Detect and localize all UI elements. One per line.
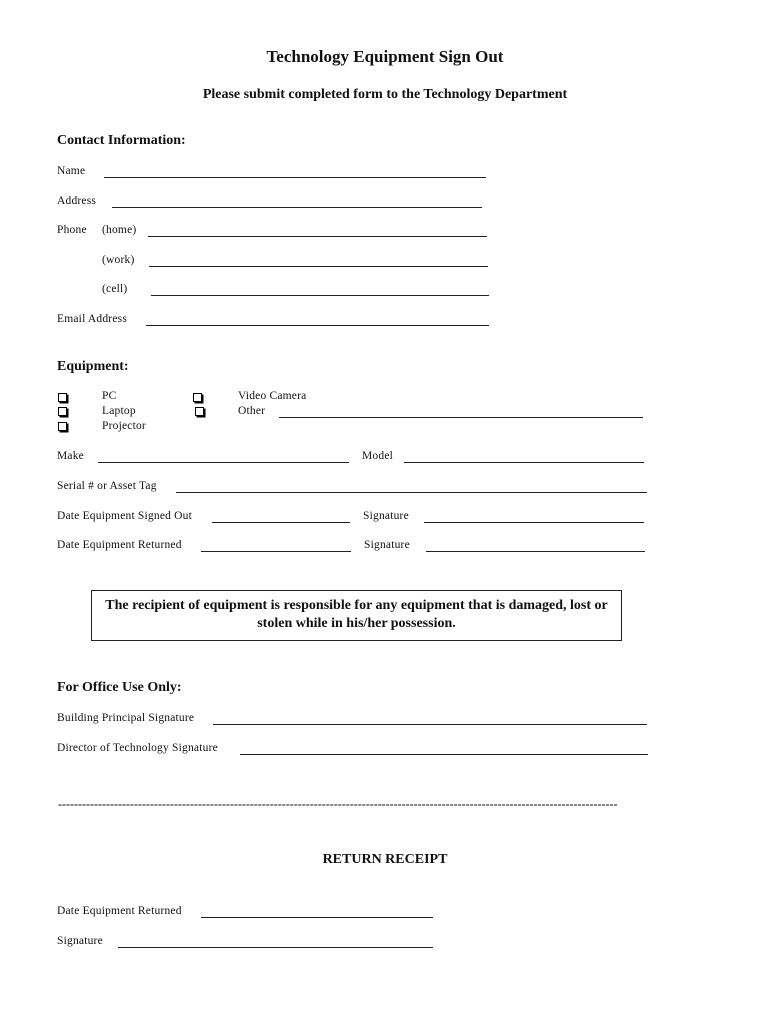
contact-heading: Contact Information: bbox=[57, 133, 186, 148]
other-checkbox[interactable] bbox=[195, 407, 204, 416]
form-title: Technology Equipment Sign Out bbox=[266, 47, 504, 66]
video-camera-checkbox[interactable] bbox=[193, 393, 202, 402]
responsibility-notice: The recipient of equipment is responsible for any equipment that is damaged, lost or stolen while in his/her possession. bbox=[91, 590, 622, 641]
serial-label: Serial # or Asset Tag bbox=[57, 480, 157, 492]
equipment-heading: Equipment: bbox=[57, 359, 129, 374]
form-subtitle: Please submit completed form to the Technology Department bbox=[202, 87, 568, 102]
receipt-returned-label: Date Equipment Returned bbox=[57, 905, 182, 917]
phone-home-label: (home) bbox=[102, 224, 137, 236]
receipt-signature-field[interactable] bbox=[118, 947, 433, 948]
signed-out-signature-label: Signature bbox=[363, 510, 409, 522]
phone-work-field[interactable] bbox=[149, 266, 488, 267]
model-label: Model bbox=[362, 450, 394, 462]
address-label: Address bbox=[57, 195, 97, 207]
serial-field[interactable] bbox=[176, 492, 647, 493]
other-label: Other bbox=[238, 405, 266, 417]
office-heading: For Office Use Only: bbox=[57, 680, 182, 695]
principal-signature-label: Building Principal Signature bbox=[57, 712, 195, 724]
pc-label: PC bbox=[102, 390, 117, 402]
signed-out-signature-field[interactable] bbox=[424, 522, 644, 523]
laptop-checkbox[interactable] bbox=[58, 407, 67, 416]
returned-label: Date Equipment Returned bbox=[57, 539, 182, 551]
video-camera-label: Video Camera bbox=[238, 390, 307, 402]
phone-label: Phone bbox=[57, 224, 87, 236]
other-field[interactable] bbox=[279, 417, 643, 418]
receipt-heading: RETURN RECEIPT bbox=[322, 852, 448, 867]
email-label: Email Address bbox=[57, 313, 127, 325]
email-field[interactable] bbox=[146, 325, 489, 326]
phone-work-label: (work) bbox=[102, 254, 135, 266]
make-field[interactable] bbox=[98, 462, 349, 463]
phone-cell-field[interactable] bbox=[151, 295, 489, 296]
receipt-returned-date-field[interactable] bbox=[201, 917, 433, 918]
make-label: Make bbox=[57, 450, 84, 462]
returned-signature-label: Signature bbox=[364, 539, 410, 551]
receipt-signature-label: Signature bbox=[57, 935, 103, 947]
signed-out-date-field[interactable] bbox=[212, 522, 350, 523]
model-field[interactable] bbox=[404, 462, 644, 463]
projector-label: Projector bbox=[102, 420, 146, 432]
director-signature-field[interactable] bbox=[240, 754, 648, 755]
director-signature-label: Director of Technology Signature bbox=[57, 742, 218, 754]
principal-signature-field[interactable] bbox=[213, 724, 647, 725]
returned-date-field[interactable] bbox=[201, 551, 351, 552]
pc-checkbox[interactable] bbox=[58, 393, 67, 402]
name-field[interactable] bbox=[104, 177, 486, 178]
cut-line-divider: -------------------------------------------------------------------------------------------------------------------------------------------- bbox=[58, 797, 618, 811]
returned-signature-field[interactable] bbox=[426, 551, 645, 552]
phone-home-field[interactable] bbox=[148, 236, 487, 237]
address-field[interactable] bbox=[112, 207, 482, 208]
laptop-label: Laptop bbox=[102, 405, 136, 417]
signed-out-label: Date Equipment Signed Out bbox=[57, 510, 192, 522]
name-label: Name bbox=[57, 165, 86, 177]
projector-checkbox[interactable] bbox=[58, 422, 67, 431]
phone-cell-label: (cell) bbox=[102, 283, 128, 295]
